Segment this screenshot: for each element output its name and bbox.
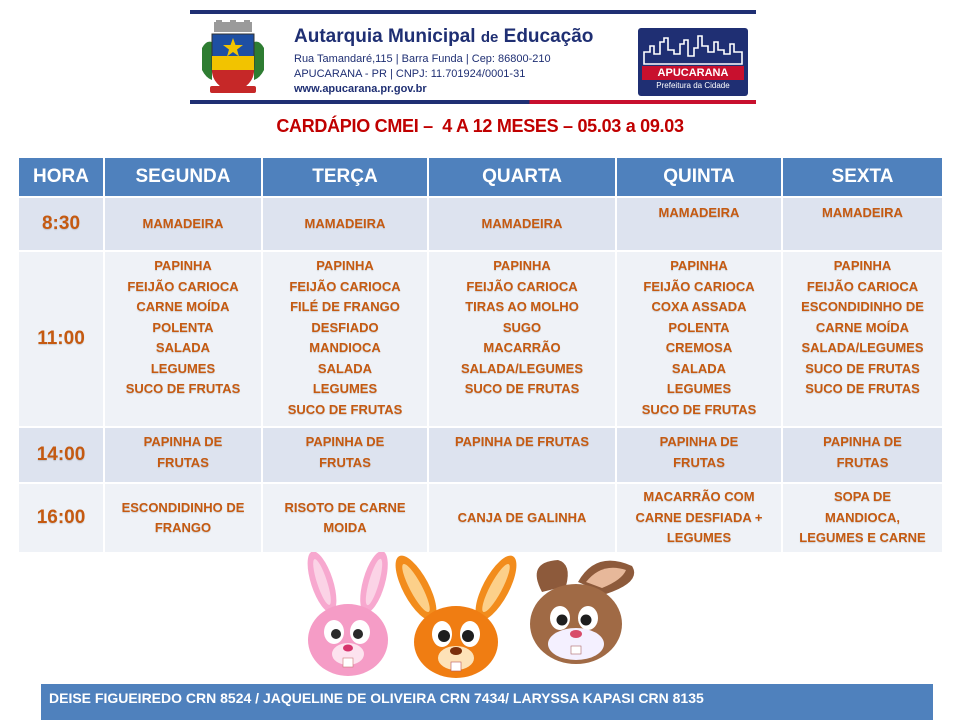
menu-title: CARDÁPIO CMEI – 4 A 12 MESES – 05.03 a 09.03 bbox=[276, 116, 684, 136]
table-row bbox=[18, 427, 943, 483]
menu-item: COXA ASSADA bbox=[651, 299, 747, 314]
menu-cell-segunda bbox=[104, 251, 262, 427]
menu-cell-quarta bbox=[428, 197, 616, 251]
municipal-crest-icon bbox=[200, 20, 266, 96]
time-cell: 14:00 bbox=[18, 427, 104, 483]
menu-item: PAPINHA bbox=[493, 258, 551, 273]
menu-cell-segunda bbox=[104, 483, 262, 553]
menu-cell-quinta bbox=[616, 197, 782, 251]
menu-item: POLENTA bbox=[152, 319, 214, 335]
institution-name-de: de bbox=[480, 29, 499, 46]
menu-item: CARNE MOÍDA bbox=[136, 299, 230, 314]
menu-cell-segunda bbox=[104, 197, 262, 251]
column-header-quarta: QUARTA bbox=[428, 157, 616, 197]
menu-item: ESCONDIDINHO DE bbox=[121, 499, 245, 515]
menu-item: SALADA bbox=[671, 360, 727, 376]
menu-cell-terca bbox=[262, 251, 428, 427]
menu-cell-quinta bbox=[616, 427, 782, 483]
menu-item: MAMADEIRA bbox=[142, 215, 224, 231]
table-row bbox=[18, 251, 943, 427]
institution-name-part: Autarquia Municipal bbox=[294, 26, 481, 47]
menu-item: SUCO DE FRUTAS bbox=[805, 381, 920, 396]
table-row bbox=[18, 197, 943, 251]
menu-item: TIRAS AO MOLHO bbox=[465, 299, 579, 314]
orange-bunny-icon bbox=[388, 552, 525, 678]
menu-table bbox=[17, 156, 944, 554]
menu-item: SUGO bbox=[502, 319, 542, 335]
menu-item: LEGUMES bbox=[666, 530, 732, 546]
menu-cell-quarta bbox=[428, 427, 616, 483]
institution-name bbox=[294, 26, 593, 48]
menu-item: FEIJÃO CARIOCA bbox=[466, 278, 578, 294]
nutritionists-footer: DEISE FIGUEIREDO CRN 8524 / JAQUELINE DE OLIVEIRA CRN 7434/ LARYSSA KAPASI CRN 8135 bbox=[41, 684, 933, 720]
menu-item: MACARRÃO COM bbox=[643, 489, 755, 505]
menu-item: FRANGO bbox=[154, 520, 212, 535]
menu-item: FRUTAS bbox=[836, 454, 889, 470]
menu-item: PAPINHA bbox=[316, 258, 374, 273]
table-header-row bbox=[18, 157, 943, 197]
menu-item: MAMADEIRA bbox=[304, 215, 386, 231]
menu-item: LEGUMES E CARNE bbox=[799, 530, 926, 546]
menu-item: PAPINHA bbox=[154, 258, 212, 273]
menu-cell-terca bbox=[262, 197, 428, 251]
menu-item: MOIDA bbox=[323, 520, 367, 535]
city-logo-subtitle: Prefeitura da Cidade bbox=[656, 81, 730, 90]
header-bottom-stripe bbox=[190, 100, 756, 104]
menu-cell-sexta bbox=[782, 251, 943, 427]
column-header-terca: TERÇA bbox=[262, 157, 428, 197]
menu-item: PAPINHA DE bbox=[659, 434, 739, 449]
menu-item: PAPINHA bbox=[833, 258, 892, 273]
menu-item: SUCO DE FRUTAS bbox=[641, 401, 757, 417]
menu-item: SUCO DE FRUTAS bbox=[464, 381, 580, 396]
menu-item: SALADA/LEGUMES bbox=[801, 340, 924, 355]
menu-item: FRUTAS bbox=[319, 454, 371, 470]
menu-item: SUCO DE FRUTAS bbox=[805, 360, 920, 376]
menu-cell-quinta bbox=[616, 251, 782, 427]
menu-item: FEIJÃO CARIOCA bbox=[127, 278, 239, 294]
city-logo bbox=[638, 28, 748, 96]
column-header-segunda: SEGUNDA bbox=[104, 157, 262, 197]
institution-header bbox=[190, 10, 756, 104]
time-cell: 11:00 bbox=[18, 251, 104, 427]
menu-cell-terca bbox=[262, 427, 428, 483]
pink-bunny-icon bbox=[302, 552, 394, 676]
menu-cell-quarta bbox=[428, 483, 616, 553]
time-cell: 8:30 bbox=[18, 197, 104, 251]
institution-address: Rua Tamandaré,115 | Barra Funda | Cep: 86800-210 bbox=[294, 53, 551, 65]
menu-item: MANDIOCA, bbox=[824, 509, 901, 525]
menu-item: MAMADEIRA bbox=[658, 205, 740, 220]
menu-item: CANJA DE GALINHA bbox=[457, 509, 587, 525]
menu-item: FEIJÃO CARIOCA bbox=[806, 278, 919, 294]
menu-item: SALADA/LEGUMES bbox=[460, 360, 584, 376]
menu-item: SUCO DE FRUTAS bbox=[287, 401, 403, 417]
city-skyline-logo-icon bbox=[638, 28, 748, 66]
menu-cell-segunda bbox=[104, 427, 262, 483]
menu-item: FEIJÃO CARIOCA bbox=[643, 278, 755, 294]
menu-item: SUCO DE FRUTAS bbox=[125, 381, 241, 396]
menu-item: FRUTAS bbox=[157, 454, 209, 470]
table-row bbox=[18, 483, 943, 553]
menu-item: MAMADEIRA bbox=[822, 205, 903, 220]
menu-item: MAMADEIRA bbox=[481, 215, 563, 231]
institution-website[interactable]: www.apucarana.pr.gov.br bbox=[294, 83, 427, 95]
menu-item: DESFIADO bbox=[311, 319, 379, 335]
menu-item: MACARRÃO bbox=[483, 340, 561, 355]
header-top-stripe bbox=[190, 10, 756, 14]
menu-item: POLENTA bbox=[668, 319, 730, 335]
menu-item: PAPINHA DE bbox=[143, 434, 223, 449]
menu-item: CREMOSA bbox=[665, 340, 733, 355]
column-header-hora: HORA bbox=[18, 157, 104, 197]
column-header-sexta: SEXTA bbox=[782, 157, 943, 197]
menu-item: SALADA bbox=[317, 360, 373, 376]
menu-item: PAPINHA DE bbox=[305, 434, 385, 449]
menu-item: MANDIOCA bbox=[309, 340, 381, 355]
menu-cell-terca bbox=[262, 483, 428, 553]
menu-cell-quarta bbox=[428, 251, 616, 427]
institution-city-cnpj: APUCARANA - PR | CNPJ: 11.701924/0001-31 bbox=[294, 68, 526, 80]
city-logo-name: APUCARANA bbox=[642, 66, 744, 80]
menu-item: CARNE MOÍDA bbox=[815, 319, 910, 335]
institution-name-end: Educação bbox=[498, 26, 594, 47]
menu-item: FRUTAS bbox=[673, 454, 725, 470]
menu-item: SOPA DE bbox=[833, 489, 892, 505]
menu-item: FILÉ DE FRANGO bbox=[290, 299, 400, 314]
menu-item: ESCONDIDINHO DE bbox=[801, 299, 924, 314]
menu-item: RISOTO DE CARNE bbox=[284, 499, 406, 515]
menu-item: CARNE DESFIADA + bbox=[635, 509, 763, 525]
menu-cell-quinta bbox=[616, 483, 782, 553]
menu-cell-sexta bbox=[782, 483, 943, 553]
brown-bunny-icon bbox=[530, 560, 634, 664]
menu-item: LEGUMES bbox=[312, 381, 378, 396]
menu-item: PAPINHA bbox=[670, 258, 728, 273]
menu-item: SALADA bbox=[155, 340, 211, 355]
menu-cell-sexta bbox=[782, 427, 943, 483]
menu-item: PAPINHA DE FRUTAS bbox=[454, 434, 590, 449]
menu-cell-sexta bbox=[782, 197, 943, 251]
menu-item: LEGUMES bbox=[666, 381, 732, 396]
time-cell: 16:00 bbox=[18, 483, 104, 553]
menu-item: LEGUMES bbox=[150, 360, 216, 376]
menu-item: FEIJÃO CARIOCA bbox=[289, 278, 401, 294]
bunnies-illustration bbox=[296, 552, 646, 682]
menu-item: PAPINHA DE bbox=[823, 434, 902, 449]
column-header-quinta: QUINTA bbox=[616, 157, 782, 197]
